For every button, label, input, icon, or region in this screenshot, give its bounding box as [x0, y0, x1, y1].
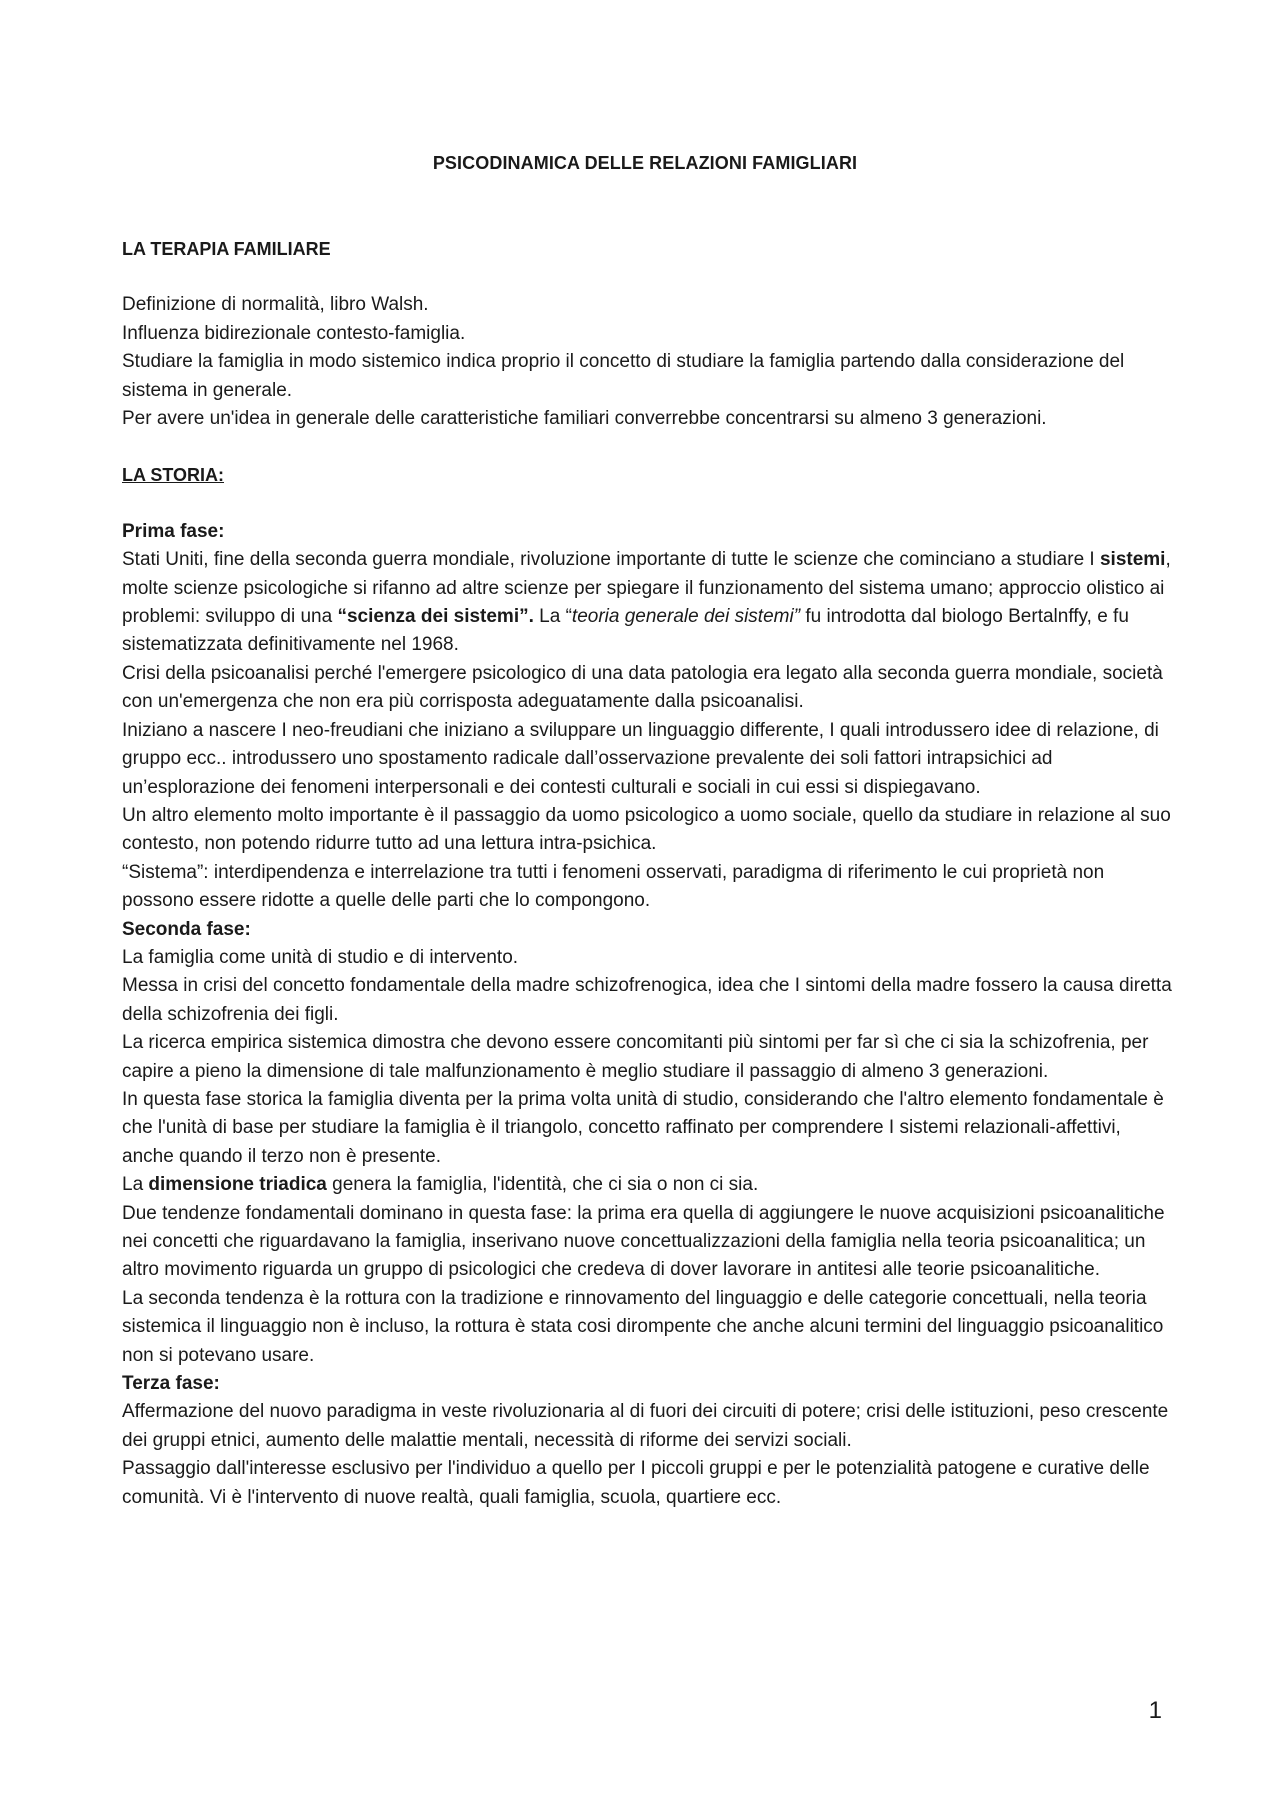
paragraph: Studiare la famiglia in modo sistemico indica proprio il concetto di studiare la famiglia partendo dalla considerazione del sistema in generale. — [122, 351, 1125, 401]
paragraph-triadica: La dimensione triadica genera la famiglia, l'identità, che ci sia o non ci sia. — [122, 1174, 759, 1196]
phase-heading-terza: Terza fase: — [122, 1373, 220, 1395]
document-title: PSICODINAMICA DELLE RELAZIONI FAMIGLIARI — [432, 153, 858, 173]
phase-heading-prima: Prima fase: — [122, 520, 225, 542]
paragraph: Un altro elemento molto importante è il passaggio da uomo psicologico a uomo sociale, quello da studiare in relazione al suo contesto, non potendo ridurre tutto ad una lettura intra-psichica. — [122, 804, 1171, 855]
paragraph-sistemi: Stati Uniti, fine della seconda guerra mondiale, rivoluzione importante di tutte le scienze che cominciano a studiare I sistemi, molte scienze psicologiche si rifanno ad altre scienze per spiegare il funzionamento del sistema umano; approccio olistico ai problemi: sviluppo di una “scienza dei sistemi”. La “teoria generale dei sistemi” fu introdotta dal biologo Bertalnffy, e fu sistematizzata definitivamente nel 1968. — [122, 549, 1171, 656]
paragraph: Influenza bidirezionale contesto-famiglia. — [122, 322, 466, 344]
paragraph: Due tendenze fondamentali dominano in questa fase: la prima era quella di aggiungere le nuove acquisizioni psicoanalitiche nei concetti che riguardavano la famiglia, inserivano nuove concettualizzazioni della famiglia nella teoria psicoanalitica; un altro movimento riguarda un gruppo di psicologici che credeva di dover lavorare in antitesi alle teorie psicoanalitiche. — [122, 1202, 1165, 1281]
paragraph: Affermazione del nuovo paradigma in veste rivoluzionaria al di fuori dei circuiti di potere; crisi delle istituzioni, peso crescente dei gruppi etnici, aumento delle malattie mentali, necessità di riforme dei servizi sociali. — [122, 1401, 1169, 1451]
paragraph: La ricerca empirica sistemica dimostra che devono essere concomitanti più sintomi per far sì che ci sia la schizofrenia, per capire a pieno la dimensione di tale malfunzionamento è meglio studiare il passaggio di almeno 3 generazioni. — [122, 1032, 1149, 1082]
paragraph: La famiglia come unità di studio e di intervento. — [122, 946, 519, 968]
phase-heading-seconda: Seconda fase: — [122, 918, 251, 940]
page-number: 1 — [1148, 1697, 1162, 1724]
paragraph: Definizione di normalità, libro Walsh. — [122, 294, 429, 316]
paragraph: Messa in crisi del concetto fondamentale della madre schizofrenogica, idea che I sintomi della madre fossero la causa diretta della schizofrenia dei figli. — [122, 975, 1172, 1025]
document-body — [122, 235, 1172, 1512]
paragraph: La seconda tendenza è la rottura con la tradizione e rinnovamento del linguaggio e delle categorie concettuali, nella teoria sistemica il linguaggio non è incluso, la rottura è stata cosi dirompente che anche alcuni termini del linguaggio psicoanalitico non si potevano usare. — [122, 1287, 1164, 1366]
paragraph: Iniziano a nascere I neo-freudiani che iniziano a sviluppare un linguaggio differente, I quali introdussero idee di relazione, di gruppo ecc.. introdussero uno spostamento radicale dall’osservazione prevalente dei soli fattori intrapsichici ad un’esplorazione dei fenomeni interpersonali e dei contesti culturali e sociali in cui essi si dispiegavano. — [122, 719, 1159, 798]
paragraph: Passaggio dall'interesse esclusivo per l'individuo a quello per I piccoli gruppi e per le potenzialità patogene e curative delle comunità. Vi è l'intervento di nuove realtà, quali famiglia, scuola, quartiere ecc. — [122, 1458, 1150, 1508]
paragraph: Crisi della psicoanalisi perché l'emergere psicologico di una data patologia era legato alla seconda guerra mondiale, società con un'emergenza che non era più corrisposta adeguatamente dalla psicoanalisi. — [122, 662, 1163, 713]
paragraph: Per avere un'idea in generale delle caratteristiche familiari converrebbe concentrarsi su almeno 3 generazioni. — [122, 408, 1047, 430]
section-heading-terapia: LA TERAPIA FAMILIARE — [122, 239, 331, 259]
paragraph: In questa fase storica la famiglia diventa per la prima volta unità di studio, considerando che l'altro elemento fondamentale è che l'unità di base per studiare la famiglia è il triangolo, concetto raffinato per comprendere I sistemi relazionali-affettivi, anche quando il terzo non è presente. — [122, 1088, 1164, 1167]
paragraph: “Sistema”: interdipendenza e interrelazione tra tutti i fenomeni osservati, paradigma di riferimento le cui proprietà non possono essere ridotte a quelle delle parti che lo compongono. — [122, 861, 1105, 912]
section-heading-storia: LA STORIA: — [122, 465, 224, 486]
